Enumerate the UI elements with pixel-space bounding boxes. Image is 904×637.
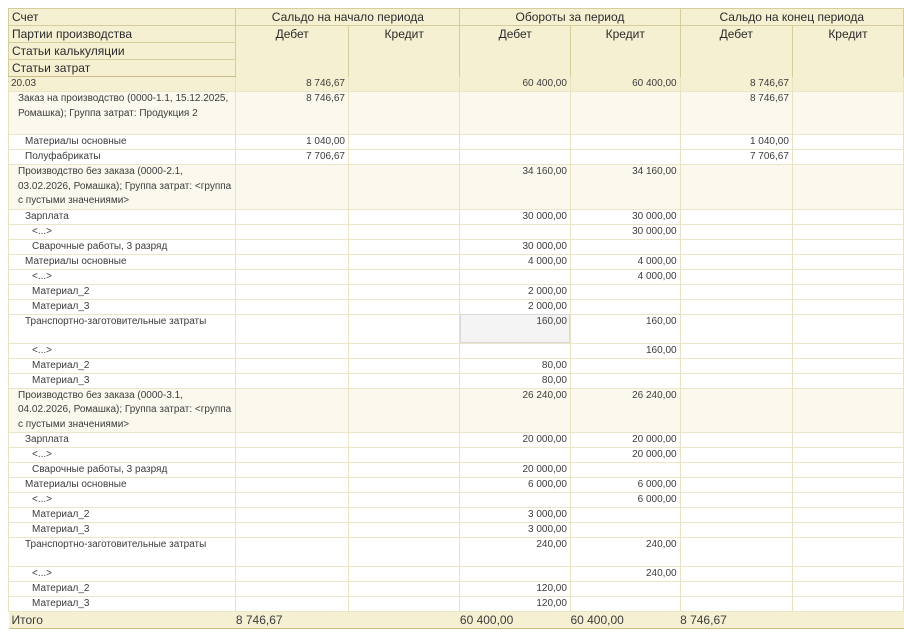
cell-opening-debit[interactable] (236, 209, 349, 224)
cell-closing-debit[interactable] (680, 239, 792, 254)
batch-row[interactable] (9, 388, 904, 433)
cell-turnover-credit[interactable] (570, 135, 680, 150)
cell-closing-debit[interactable]: 8 746,67 (680, 77, 792, 92)
cell-closing-debit[interactable] (680, 582, 792, 597)
cost-item-row[interactable] (9, 150, 904, 165)
cell-opening-credit[interactable] (349, 508, 460, 523)
row-label[interactable]: Материал_3 (9, 299, 236, 314)
cell-closing-debit[interactable] (680, 299, 792, 314)
row-label[interactable]: <...> (9, 343, 236, 358)
cell-opening-credit[interactable] (349, 463, 460, 478)
report-table (8, 8, 904, 629)
cell-closing-debit[interactable] (680, 224, 792, 239)
cell-closing-credit[interactable] (792, 284, 903, 299)
cell-closing-debit[interactable] (680, 508, 792, 523)
cell-closing-debit[interactable] (680, 388, 792, 433)
header-blank (460, 60, 571, 77)
cell-opening-debit[interactable] (236, 254, 349, 269)
header-blank (570, 60, 680, 77)
cell-closing-debit[interactable] (680, 463, 792, 478)
batch-row[interactable] (9, 165, 904, 210)
cell-closing-credit[interactable] (792, 478, 903, 493)
cell-turnover-credit[interactable] (570, 508, 680, 523)
cell-opening-debit[interactable] (236, 478, 349, 493)
row-label[interactable]: Материал_2 (9, 284, 236, 299)
cost-item-row[interactable] (9, 209, 904, 224)
cost-item-row[interactable] (9, 433, 904, 448)
cell-turnover-credit[interactable] (570, 239, 680, 254)
cell-turnover-debit[interactable]: 30 000,00 (460, 239, 571, 254)
cell-opening-debit[interactable] (236, 358, 349, 373)
expense-item-row[interactable] (9, 448, 904, 463)
cell-turnover-credit[interactable]: 34 160,00 (570, 165, 680, 210)
cell-opening-debit[interactable] (236, 582, 349, 597)
cell-closing-credit[interactable] (792, 77, 903, 92)
header-opening-credit[interactable]: Кредит (349, 26, 460, 43)
total-opening-debit[interactable]: 8 746,67 (236, 612, 349, 629)
cost-item-row[interactable] (9, 314, 904, 343)
cell-turnover-debit[interactable]: 3 000,00 (460, 508, 571, 523)
cell-closing-debit[interactable] (680, 597, 792, 612)
row-label[interactable]: Материал_2 (9, 582, 236, 597)
cell-opening-credit[interactable] (349, 538, 460, 567)
row-label[interactable]: Материал_3 (9, 523, 236, 538)
cell-turnover-debit[interactable]: 120,00 (460, 582, 571, 597)
row-label[interactable]: Материалы основные (9, 478, 236, 493)
header-blank (680, 60, 792, 77)
cell-closing-debit[interactable] (680, 165, 792, 210)
cell-turnover-debit[interactable] (460, 448, 571, 463)
cell-turnover-debit[interactable]: 240,00 (460, 538, 571, 567)
row-label[interactable]: Материал_3 (9, 373, 236, 388)
total-turnover-credit[interactable]: 60 400,00 (570, 612, 680, 629)
cost-item-row[interactable] (9, 135, 904, 150)
cell-turnover-debit[interactable]: 120,00 (460, 597, 571, 612)
cell-opening-debit[interactable] (236, 239, 349, 254)
cell-opening-credit[interactable] (349, 582, 460, 597)
cell-opening-debit[interactable] (236, 284, 349, 299)
header-batches[interactable]: Партии производства (9, 26, 236, 43)
cell-closing-debit[interactable] (680, 448, 792, 463)
row-label[interactable]: Материал_2 (9, 358, 236, 373)
cell-opening-credit[interactable] (349, 523, 460, 538)
total-row[interactable] (9, 612, 904, 629)
cell-turnover-credit[interactable] (570, 597, 680, 612)
expense-item-row[interactable] (9, 582, 904, 597)
cell-closing-debit[interactable]: 7 706,67 (680, 150, 792, 165)
row-label[interactable]: Сварочные работы, 3 разряд (9, 239, 236, 254)
cell-opening-credit[interactable] (349, 254, 460, 269)
row-label[interactable]: Производство без заказа (0000-2.1, 03.02.2026, Ромашка); Группа затрат: <группа с пустыми значениями> (9, 165, 236, 210)
expense-item-row[interactable] (9, 343, 904, 358)
cell-closing-credit[interactable] (792, 224, 903, 239)
cell-turnover-credit[interactable]: 4 000,00 (570, 254, 680, 269)
cell-turnover-credit[interactable] (570, 582, 680, 597)
cell-closing-credit[interactable] (792, 135, 903, 150)
row-label[interactable]: Материалы основные (9, 135, 236, 150)
cell-turnover-credit[interactable]: 26 240,00 (570, 388, 680, 433)
cell-opening-credit[interactable] (349, 299, 460, 314)
cell-turnover-debit[interactable] (460, 135, 571, 150)
header-closing-credit[interactable]: Кредит (792, 26, 903, 43)
cell-closing-debit[interactable]: 8 746,67 (680, 92, 792, 135)
cell-turnover-debit[interactable]: 3 000,00 (460, 523, 571, 538)
row-label[interactable]: <...> (9, 493, 236, 508)
cell-opening-debit[interactable] (236, 269, 349, 284)
cell-opening-debit[interactable]: 7 706,67 (236, 150, 349, 165)
expense-item-row[interactable] (9, 463, 904, 478)
cell-closing-debit[interactable] (680, 358, 792, 373)
cell-turnover-credit[interactable]: 30 000,00 (570, 209, 680, 224)
cell-turnover-debit[interactable] (460, 92, 571, 135)
cell-turnover-credit[interactable]: 240,00 (570, 538, 680, 567)
header-closing-debit[interactable]: Дебет (680, 26, 792, 43)
row-label[interactable]: Производство без заказа (0000-3.1, 04.02.2026, Ромашка); Группа затрат: <группа с пустыми значениями> (9, 388, 236, 433)
cell-opening-debit[interactable]: 8 746,67 (236, 77, 349, 92)
cell-opening-credit[interactable] (349, 448, 460, 463)
cell-turnover-debit[interactable]: 26 240,00 (460, 388, 571, 433)
cell-opening-credit[interactable] (349, 597, 460, 612)
cell-turnover-debit[interactable]: 6 000,00 (460, 478, 571, 493)
cell-closing-credit[interactable] (792, 254, 903, 269)
cell-opening-debit[interactable] (236, 448, 349, 463)
cell-opening-debit[interactable] (236, 567, 349, 582)
header-expense-items[interactable]: Статьи затрат (9, 60, 236, 77)
row-label[interactable]: Материал_3 (9, 597, 236, 612)
expense-item-row[interactable] (9, 224, 904, 239)
header-closing-balance[interactable]: Сальдо на конец периода (680, 9, 903, 26)
cell-opening-debit[interactable] (236, 597, 349, 612)
cell-closing-credit[interactable] (792, 493, 903, 508)
cell-turnover-debit[interactable] (460, 493, 571, 508)
cell-closing-credit[interactable] (792, 209, 903, 224)
header-turnover-credit[interactable]: Кредит (570, 26, 680, 43)
cell-closing-debit[interactable] (680, 433, 792, 448)
cell-turnover-debit[interactable]: 34 160,00 (460, 165, 571, 210)
header-turnover[interactable]: Обороты за период (460, 9, 680, 26)
cell-closing-credit[interactable] (792, 523, 903, 538)
cell-closing-debit[interactable] (680, 343, 792, 358)
cell-turnover-debit[interactable]: 80,00 (460, 358, 571, 373)
cell-closing-debit[interactable] (680, 373, 792, 388)
cell-opening-debit[interactable]: 1 040,00 (236, 135, 349, 150)
cell-opening-credit[interactable] (349, 493, 460, 508)
cell-opening-debit[interactable] (236, 224, 349, 239)
cell-opening-credit[interactable] (349, 135, 460, 150)
cell-closing-credit[interactable] (792, 150, 903, 165)
cell-opening-credit[interactable] (349, 224, 460, 239)
batch-row[interactable] (9, 92, 904, 135)
cell-closing-debit[interactable]: 1 040,00 (680, 135, 792, 150)
expense-item-row[interactable] (9, 523, 904, 538)
cell-turnover-credit[interactable] (570, 373, 680, 388)
header-blank (349, 43, 460, 60)
expense-item-row[interactable] (9, 493, 904, 508)
cell-closing-debit[interactable] (680, 314, 792, 343)
cell-closing-debit[interactable] (680, 523, 792, 538)
header-blank (792, 43, 903, 60)
cell-turnover-debit[interactable]: 2 000,00 (460, 284, 571, 299)
cell-opening-debit[interactable] (236, 314, 349, 343)
cell-opening-credit[interactable] (349, 77, 460, 92)
cell-closing-credit[interactable] (792, 538, 903, 567)
header-blank (570, 43, 680, 60)
cell-closing-credit[interactable] (792, 388, 903, 433)
cell-closing-debit[interactable] (680, 478, 792, 493)
cell-turnover-credit[interactable]: 240,00 (570, 567, 680, 582)
cell-opening-credit[interactable] (349, 478, 460, 493)
cell-closing-credit[interactable] (792, 358, 903, 373)
cell-turnover-credit[interactable] (570, 463, 680, 478)
cell-opening-credit[interactable] (349, 209, 460, 224)
header-blank (236, 43, 349, 60)
cell-closing-credit[interactable] (792, 582, 903, 597)
cell-turnover-debit[interactable]: 160,00 (460, 314, 571, 343)
row-label[interactable]: <...> (9, 269, 236, 284)
cell-turnover-credit[interactable]: 160,00 (570, 343, 680, 358)
row-label[interactable]: <...> (9, 224, 236, 239)
cell-turnover-debit[interactable] (460, 343, 571, 358)
cell-turnover-debit[interactable]: 30 000,00 (460, 209, 571, 224)
cell-opening-credit[interactable] (349, 358, 460, 373)
cell-turnover-debit[interactable] (460, 224, 571, 239)
cell-closing-credit[interactable] (792, 165, 903, 210)
header-account[interactable]: Счет (9, 9, 236, 26)
header-row-3 (9, 43, 904, 60)
row-label[interactable]: Материалы основные (9, 254, 236, 269)
cell-closing-credit[interactable] (792, 433, 903, 448)
cell-closing-credit[interactable] (792, 508, 903, 523)
row-label[interactable]: Транспортно-заготовительные затраты (9, 538, 236, 567)
header-blank (460, 43, 571, 60)
cell-turnover-credit[interactable] (570, 299, 680, 314)
header-cost-items[interactable]: Статьи калькуляции (9, 43, 236, 60)
expense-item-row[interactable] (9, 299, 904, 314)
cell-closing-debit[interactable] (680, 493, 792, 508)
cell-turnover-credit[interactable]: 6 000,00 (570, 478, 680, 493)
row-label[interactable]: Заказ на производство (0000-1.1, 15.12.2025, Ромашка); Группа затрат: Продукция 2 (9, 92, 236, 135)
row-label[interactable]: Полуфабрикаты (9, 150, 236, 165)
cell-turnover-credit[interactable] (570, 150, 680, 165)
cell-closing-credit[interactable] (792, 239, 903, 254)
expense-item-row[interactable] (9, 508, 904, 523)
cell-turnover-debit[interactable]: 2 000,00 (460, 299, 571, 314)
header-opening-debit[interactable]: Дебет (236, 26, 349, 43)
cell-closing-credit[interactable] (792, 373, 903, 388)
cell-opening-credit[interactable] (349, 314, 460, 343)
cell-closing-credit[interactable] (792, 314, 903, 343)
cell-closing-debit[interactable] (680, 254, 792, 269)
cell-turnover-credit[interactable]: 20 000,00 (570, 433, 680, 448)
cell-opening-credit[interactable] (349, 567, 460, 582)
expense-item-row[interactable] (9, 284, 904, 299)
row-label[interactable]: 20.03 (9, 77, 236, 92)
row-label[interactable]: <...> (9, 448, 236, 463)
cell-turnover-credit[interactable]: 60 400,00 (570, 77, 680, 92)
cell-opening-debit[interactable] (236, 388, 349, 433)
cell-opening-credit[interactable] (349, 239, 460, 254)
cell-closing-debit[interactable] (680, 209, 792, 224)
cost-item-row[interactable] (9, 254, 904, 269)
cell-closing-credit[interactable] (792, 343, 903, 358)
header-blank (236, 60, 349, 77)
cell-turnover-debit[interactable] (460, 567, 571, 582)
header-blank (792, 60, 903, 77)
row-label[interactable]: Зарплата (9, 209, 236, 224)
cell-closing-credit[interactable] (792, 567, 903, 582)
cell-opening-credit[interactable] (349, 343, 460, 358)
cell-turnover-debit[interactable]: 20 000,00 (460, 433, 571, 448)
header-blank (349, 60, 460, 77)
cell-opening-debit[interactable]: 8 746,67 (236, 92, 349, 135)
account-row[interactable] (9, 77, 904, 92)
total-opening-credit[interactable] (349, 612, 460, 629)
cell-opening-debit[interactable] (236, 433, 349, 448)
cell-opening-credit[interactable] (349, 269, 460, 284)
cell-turnover-credit[interactable] (570, 284, 680, 299)
row-label[interactable]: <...> (9, 567, 236, 582)
cost-item-row[interactable] (9, 538, 904, 567)
cell-opening-debit[interactable] (236, 493, 349, 508)
cell-opening-debit[interactable] (236, 343, 349, 358)
cell-closing-credit[interactable] (792, 269, 903, 284)
cell-closing-credit[interactable] (792, 463, 903, 478)
cell-turnover-debit[interactable]: 80,00 (460, 373, 571, 388)
cost-item-row[interactable] (9, 478, 904, 493)
cell-closing-credit[interactable] (792, 448, 903, 463)
total-turnover-debit[interactable]: 60 400,00 (460, 612, 571, 629)
cell-opening-debit[interactable] (236, 299, 349, 314)
row-label[interactable]: Материал_2 (9, 508, 236, 523)
expense-item-row[interactable] (9, 239, 904, 254)
cell-opening-debit[interactable] (236, 165, 349, 210)
expense-item-row[interactable] (9, 358, 904, 373)
cell-opening-credit[interactable] (349, 284, 460, 299)
cell-turnover-debit[interactable]: 4 000,00 (460, 254, 571, 269)
header-opening-balance[interactable]: Сальдо на начало периода (236, 9, 460, 26)
cell-turnover-credit[interactable]: 6 000,00 (570, 493, 680, 508)
cell-opening-debit[interactable] (236, 523, 349, 538)
cell-opening-debit[interactable] (236, 373, 349, 388)
total-closing-debit[interactable]: 8 746,67 (680, 612, 792, 629)
cell-opening-debit[interactable] (236, 508, 349, 523)
expense-item-row[interactable] (9, 373, 904, 388)
cell-opening-credit[interactable] (349, 165, 460, 210)
total-label: Итого (9, 612, 236, 629)
cell-closing-debit[interactable] (680, 567, 792, 582)
cell-turnover-debit[interactable]: 60 400,00 (460, 77, 571, 92)
cell-closing-credit[interactable] (792, 92, 903, 135)
cell-closing-credit[interactable] (792, 597, 903, 612)
expense-item-row[interactable] (9, 597, 904, 612)
cell-turnover-debit[interactable] (460, 150, 571, 165)
cell-turnover-debit[interactable] (460, 269, 571, 284)
cell-opening-credit[interactable] (349, 388, 460, 433)
expense-item-row[interactable] (9, 567, 904, 582)
cell-turnover-credit[interactable]: 4 000,00 (570, 269, 680, 284)
row-label[interactable]: Сварочные работы, 3 разряд (9, 463, 236, 478)
cell-closing-debit[interactable] (680, 284, 792, 299)
cell-opening-credit[interactable] (349, 373, 460, 388)
header-blank (680, 43, 792, 60)
cell-turnover-credit[interactable] (570, 92, 680, 135)
expense-item-row[interactable] (9, 269, 904, 284)
cell-turnover-credit[interactable]: 20 000,00 (570, 448, 680, 463)
row-label[interactable]: Зарплата (9, 433, 236, 448)
cell-turnover-debit[interactable]: 20 000,00 (460, 463, 571, 478)
cell-opening-credit[interactable] (349, 92, 460, 135)
row-label[interactable]: Транспортно-заготовительные затраты (9, 314, 236, 343)
cell-closing-credit[interactable] (792, 299, 903, 314)
cell-turnover-credit[interactable] (570, 358, 680, 373)
header-row-4 (9, 60, 904, 77)
cell-turnover-credit[interactable]: 160,00 (570, 314, 680, 343)
cell-closing-debit[interactable] (680, 269, 792, 284)
header-turnover-debit[interactable]: Дебет (460, 26, 571, 43)
cell-closing-debit[interactable] (680, 538, 792, 567)
cell-opening-credit[interactable] (349, 150, 460, 165)
cell-turnover-credit[interactable]: 30 000,00 (570, 224, 680, 239)
cell-opening-debit[interactable] (236, 538, 349, 567)
cell-turnover-credit[interactable] (570, 523, 680, 538)
cell-opening-debit[interactable] (236, 463, 349, 478)
header-row-2 (9, 26, 904, 43)
cell-opening-credit[interactable] (349, 433, 460, 448)
total-closing-credit[interactable] (792, 612, 903, 629)
header-row-1 (9, 9, 904, 26)
